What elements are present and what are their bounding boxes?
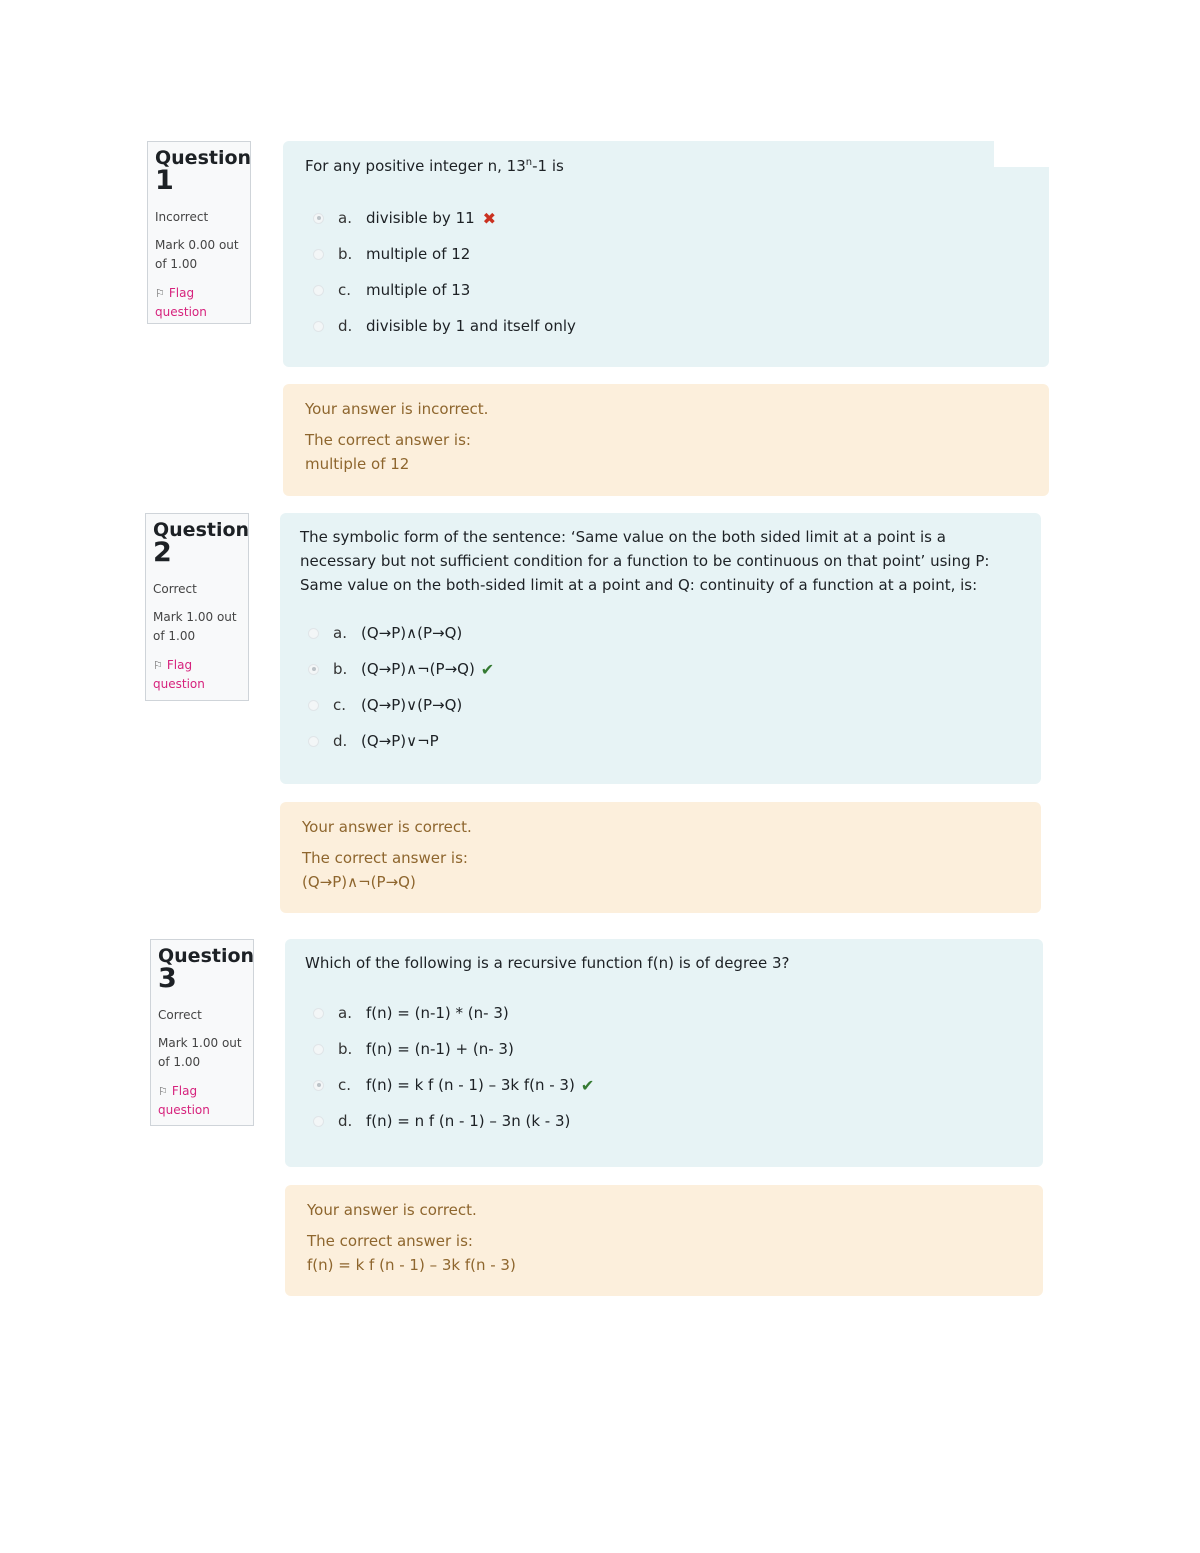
answer-text: multiple of 13 (366, 281, 471, 299)
answer-text: (Q→P)∨¬P (361, 732, 439, 750)
question-number: Question 3 (158, 945, 255, 994)
question-info (147, 141, 251, 324)
question-state: Incorrect (155, 210, 209, 224)
answer-text: f(n) = (n-1) * (n- 3) (366, 1004, 509, 1022)
feedback-answer: f(n) = k f (n - 1) – 3k f(n - 3) (307, 1256, 516, 1274)
question-number-value: 2 (153, 537, 172, 568)
radio-button[interactable] (313, 213, 324, 224)
check-icon: ✔ (580, 1075, 595, 1095)
answer-text: multiple of 12 (366, 245, 471, 263)
radio-button[interactable] (313, 1044, 324, 1055)
answer-text: (Q→P)∧(P→Q) (361, 624, 463, 642)
flag-question-link[interactable]: ⚐ Flag question (155, 286, 207, 319)
answer-text: divisible by 1 and itself only (366, 317, 576, 335)
feedback-box (285, 1185, 1043, 1296)
radio-button[interactable] (308, 700, 319, 711)
feedback-label: The correct answer is: (307, 1232, 473, 1250)
question-number: Question 1 (155, 147, 252, 196)
question-text: Which of the following is a recursive function f(n) is of degree 3? (305, 954, 790, 972)
question-info (145, 513, 249, 701)
feedback-box (280, 802, 1041, 913)
cross-icon: ✖ (482, 208, 497, 228)
answer-option-a[interactable]: a. f(n) = (n-1) * (n- 3) (305, 995, 1023, 1031)
answer-option-d[interactable]: d. divisible by 1 and itself only (305, 308, 1027, 344)
answer-option-d[interactable]: d. f(n) = n f (n - 1) – 3n (k - 3) (305, 1103, 1023, 1139)
answer-text: f(n) = (n-1) + (n- 3) (366, 1040, 514, 1058)
answer-option-d[interactable]: d. (Q→P)∨¬P (300, 723, 1021, 759)
feedback-box (283, 384, 1049, 496)
radio-button[interactable] (308, 628, 319, 639)
flag-icon: ⚐ (153, 659, 163, 672)
answer-text: (Q→P)∧¬(P→Q) (361, 660, 475, 678)
flag-question-link[interactable]: ⚐ Flag question (153, 658, 205, 691)
radio-button[interactable] (308, 736, 319, 747)
answer-options (305, 200, 1027, 344)
answer-text: f(n) = n f (n - 1) – 3n (k - 3) (366, 1112, 571, 1130)
radio-button[interactable] (313, 285, 324, 296)
answer-option-a[interactable]: a. divisible by 11 ✖ (305, 200, 1027, 236)
answer-text: f(n) = k f (n - 1) – 3k f(n - 3) (366, 1076, 575, 1094)
page-strip (994, 141, 1054, 167)
flag-icon: ⚐ (155, 287, 165, 300)
radio-button[interactable] (313, 321, 324, 332)
answer-option-a[interactable]: a. (Q→P)∧(P→Q) (300, 615, 1021, 651)
question-grade: Mark 1.00 out of 1.00 (153, 610, 237, 643)
answer-options (305, 995, 1023, 1139)
answer-option-b[interactable]: b. f(n) = (n-1) + (n- 3) (305, 1031, 1023, 1067)
question-number-value: 3 (158, 963, 177, 994)
question-formulation (283, 141, 1049, 367)
check-icon: ✔ (480, 659, 495, 679)
answer-text: divisible by 11 (366, 209, 475, 227)
feedback-answer: multiple of 12 (305, 455, 410, 473)
answer-option-c[interactable]: c. f(n) = k f (n - 1) – 3k f(n - 3) ✔ (305, 1067, 1023, 1103)
feedback-result: Your answer is incorrect. (305, 400, 489, 418)
answer-option-c[interactable]: c. multiple of 13 (305, 272, 1027, 308)
radio-button[interactable] (313, 1008, 324, 1019)
question-grade: Mark 0.00 out of 1.00 (155, 238, 239, 271)
radio-button[interactable] (313, 1080, 324, 1091)
feedback-label: The correct answer is: (302, 849, 468, 867)
question-state: Correct (158, 1008, 202, 1022)
question-formulation (280, 513, 1041, 784)
question-state: Correct (153, 582, 197, 596)
answer-option-b[interactable]: b. multiple of 12 (305, 236, 1027, 272)
answer-options (300, 615, 1021, 759)
question-text: For any positive integer n, 13$^n$-1 is (305, 157, 564, 175)
feedback-label: The correct answer is: (305, 431, 471, 449)
question-number-value: 1 (155, 165, 174, 196)
radio-button[interactable] (308, 664, 319, 675)
flag-question-link[interactable]: ⚐ Flag question (158, 1084, 210, 1117)
feedback-answer: (Q→P)∧¬(P→Q) (302, 873, 416, 891)
radio-button[interactable] (313, 1116, 324, 1127)
question-text: The symbolic form of the sentence: ‘Same value on the both sided limit at a point is a necessary but not sufficient condition for a function to be continuous on that point’ using P: Same value on the both-sided limit at a point and Q: continuity of a function at a point, is: (300, 528, 990, 594)
flag-icon: ⚐ (158, 1085, 168, 1098)
question-grade: Mark 1.00 out of 1.00 (158, 1036, 242, 1069)
question-number: Question 2 (153, 519, 250, 568)
feedback-result: Your answer is correct. (302, 818, 472, 836)
radio-button[interactable] (313, 249, 324, 260)
question-info (150, 939, 254, 1126)
answer-option-c[interactable]: c. (Q→P)∨(P→Q) (300, 687, 1021, 723)
answer-option-b[interactable]: b. (Q→P)∧¬(P→Q) ✔ (300, 651, 1021, 687)
answer-text: (Q→P)∨(P→Q) (361, 696, 463, 714)
feedback-result: Your answer is correct. (307, 1201, 477, 1219)
question-formulation (285, 939, 1043, 1167)
